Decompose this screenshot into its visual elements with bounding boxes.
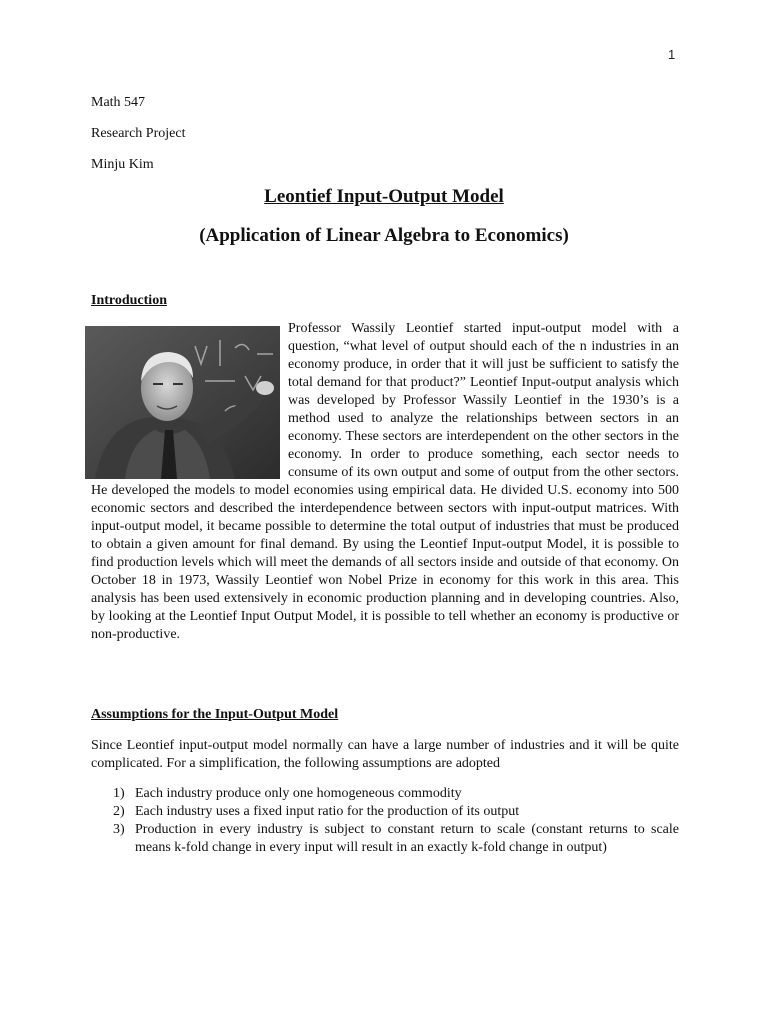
document-title — [0, 186, 768, 208]
portrait-image — [85, 326, 280, 479]
portrait-photo-icon — [85, 326, 280, 479]
document-title-text: Leontief Input-Output Model — [264, 186, 504, 207]
introduction-heading: Introduction — [91, 293, 167, 308]
list-item-text: Production in every industry is subject to constant return to scale (constant returns to scale means k-fold change in every input will result in an exactly k-fold change in output) — [135, 822, 679, 855]
course-name: Math 547 — [91, 95, 146, 110]
assumptions-intro: Since Leontief input-output model normally can have a large number of industries and it will be quite complicated. For a simplification, the following assumptions are adopted — [91, 738, 679, 771]
list-item — [113, 803, 679, 821]
introduction-paragraph: Professor Wassily Leontief started input-output model with a question, “what level of output should each of the n industries in an economy produce, in order that it will just be sufficient to satisfy the total demand for that product?” Leontief Input-output analysis which was developed by Professor Wassily Leontief in the 1930’s is a method used to analyze the relationships between sectors in an economy. These sectors are interdependent on the other sectors in the economy. In order to produce something, each sector needs to consume of its own output and some of output from the other sectors. He developed the models to model economies using empirical data. He divided U.S. economy into 500 economic sectors and described the interdependence between sectors with input-output matrices. With input-output model, it became possible to determine the total output of industries that must be produced to obtain a given amount for final demand. By using the Leontief Input-output Model, it is possible to find production levels which will meet the demands of all sectors inside and outside of that economy. On October 18 in 1973, Wassily Leontief won Nobel Prize in economy for this work in this area. This analysis has been used extensively in economic production planning and in developing countries. Also, by looking at the Leontief Input Output Model, it is possible to tell whether an economy is productive or non-productive. — [91, 321, 679, 642]
list-item-text: Each industry uses a fixed input ratio for the production of its output — [135, 804, 520, 819]
document-subtitle: (Application of Linear Algebra to Economics) — [199, 225, 569, 246]
list-item — [113, 821, 679, 857]
assumptions-list — [113, 785, 679, 857]
list-item-number: 1) — [113, 786, 125, 801]
list-item-text: Each industry produce only one homogeneous commodity — [135, 786, 462, 801]
list-item-number: 3) — [113, 822, 125, 837]
introduction-body — [91, 320, 679, 644]
assumptions-heading: Assumptions for the Input-Output Model — [91, 707, 339, 722]
author-name: Minju Kim — [91, 157, 154, 172]
list-item-number: 2) — [113, 804, 125, 819]
page-number: 1 — [668, 47, 676, 62]
project-label: Research Project — [91, 126, 186, 141]
list-item — [113, 785, 679, 803]
